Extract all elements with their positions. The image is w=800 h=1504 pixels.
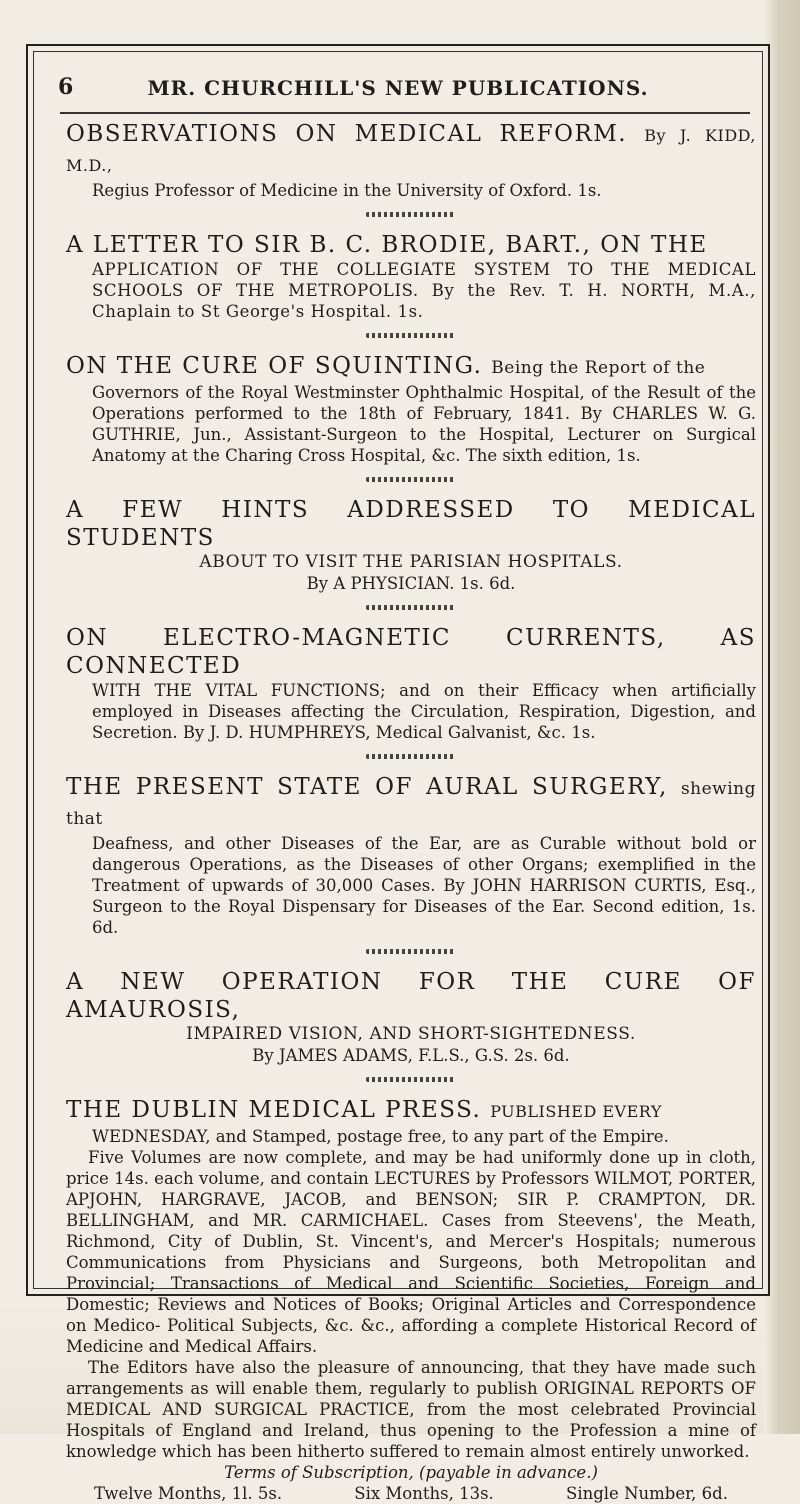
entry-title-text: ON THE CURE OF SQUINTING. [66, 353, 483, 379]
entry-amaurosis [66, 968, 756, 1066]
entry-title-text: OBSERVATIONS ON MEDICAL REFORM. [66, 121, 628, 147]
entry-body: Deafness, and other Diseases of the Ear, are as Curable without bold or dangerous Operations, as the Diseases of other Organs; exemplified in the Treatment of upwards of 30,000 Cases. By JOHN HARRISON CURTIS, Esq., Surgeon to the Royal Dispensary for Diseases of the Ear. Second edition, 1s. 6d. [92, 834, 756, 937]
separator [366, 333, 456, 338]
entry-cure-squinting [66, 352, 756, 466]
entry-title-text: THE DUBLIN MEDICAL PRESS. [66, 1097, 482, 1123]
entry-title [66, 352, 756, 382]
entry-title: A LETTER TO SIR B. C. BRODIE, BART., ON THE [66, 232, 708, 258]
separator [366, 212, 456, 217]
entry-dublin-medical-press [66, 1096, 756, 1504]
entry-subtitle: ABOUT TO VISIT THE PARISIAN HOSPITALS. [199, 552, 623, 572]
entry-body-lead: Being the Report of the [491, 358, 706, 378]
page-content [66, 120, 756, 1504]
page-header [34, 74, 762, 108]
subscription-terms: Terms of Subscription, (payable in advance.) [224, 1463, 598, 1482]
entry-body-first: WEDNESDAY, and Stamped, postage free, to any part of the Empire. [92, 1127, 669, 1146]
entry-aural-surgery [66, 773, 756, 938]
entry-title: ON ELECTRO-MAGNETIC CURRENTS, AS CONNECTED [66, 625, 756, 679]
entry-title [66, 1096, 756, 1126]
running-head: MR. CHURCHILL'S NEW PUBLICATIONS. [147, 76, 649, 100]
entry-title-text: THE PRESENT STATE OF AURAL SURGERY, [66, 774, 668, 800]
entry-title: A NEW OPERATION FOR THE CURE OF AMAUROSIS, [66, 969, 756, 1023]
entry-body: WITH THE VITAL FUNCTIONS; and on their Efficacy when artificially employed in Diseases affecting the Circulation, Respiration, Digestion, and Secretion. By J. D. HUMPHREYS, Medical Galvanist, &c. 1s. [92, 681, 756, 742]
entry-body: APPLICATION OF THE COLLEGIATE SYSTEM TO THE MEDICAL SCHOOLS OF THE METROPOLIS. By the Rev. T. H. NORTH, M.A., Chaplain to St George's Hospital. 1s. [92, 260, 756, 321]
page-number: 6 [58, 74, 74, 100]
entry-body: Regius Professor of Medicine in the University of Oxford. 1s. [92, 181, 602, 200]
entry-hints-students [66, 496, 756, 594]
price-single-number: Single Number, 6d. [566, 1484, 728, 1503]
entry-title [66, 773, 756, 833]
entry-body: By A PHYSICIAN. 1s. 6d. [306, 574, 516, 593]
entry-letter-brodie [66, 231, 756, 322]
entry-paragraph: The Editors have also the pleasure of announcing, that they have made such arrangements as will enable them, regularly to publish ORIGINAL REPORTS OF MEDICAL AND SURGICAL PRACTICE, from the most celebrated Provincial Hospitals of England and Ireland, thus opening to the Profession a mine of knowledge which has been hitherto suffered to remain almost entirely unworked. [66, 1358, 756, 1461]
separator [366, 477, 456, 482]
entry-body: Governors of the Royal Westminster Ophthalmic Hospital, of the Result of the Operations performed to the 18th of February, 1841. By CHARLES W. G. GUTHRIE, Jun., Assistant-Surgeon to the Hospital, Lecturer on Surgical Anatomy at the Charing Cross Hospital, &c. The sixth edition, 1s. [92, 383, 756, 465]
separator [366, 754, 456, 759]
entry-electro-magnetic [66, 624, 756, 743]
entry-title: A FEW HINTS ADDRESSED TO MEDICAL STUDENTS [66, 497, 756, 551]
entry-paragraph: Five Volumes are now complete, and may be had uniformly done up in cloth, price 14s. each volume, and contain LECTURES by Professors WILMOT, PORTER, APJOHN, HARGRAVE, JACOB, and BENSON; SIR P. CRAMPTON, DR. BELLINGHAM, and MR. CARMICHAEL. Cases from Steevens', the Meath, Richmond, City of Dublin, St. Vincent's, and Mercer's Hospitals; numerous Communications from Physicians and Surgeons, both Metropolitan and Provincial; Transactions of Medical and Scientific Societies, Foreign and Domestic; Reviews and Notices of Books; Original Articles and Correspondence on Medico- Political Subjects, &c. &c., affording a complete Historical Record of Medicine and Medical Affairs. [66, 1148, 756, 1356]
header-rule [60, 112, 750, 114]
entry-title [66, 120, 756, 180]
entry-medical-reform [66, 120, 756, 201]
separator [366, 1077, 456, 1082]
entry-byline: By J. KIDD, M.D., [66, 126, 756, 175]
separator [366, 949, 456, 954]
entry-body: By JAMES ADAMS, F.L.S., G.S. 2s. 6d. [252, 1046, 570, 1065]
price-twelve-months: Twelve Months, 1l. 5s. [94, 1484, 283, 1503]
subscription-prices [66, 1483, 756, 1504]
entry-body-lead: shewing that [66, 779, 757, 829]
separator [366, 605, 456, 610]
entry-title-tail: PUBLISHED EVERY [490, 1102, 662, 1121]
entry-subtitle: IMPAIRED VISION, AND SHORT-SIGHTEDNESS. [186, 1024, 636, 1044]
price-six-months: Six Months, 13s. [354, 1484, 494, 1503]
